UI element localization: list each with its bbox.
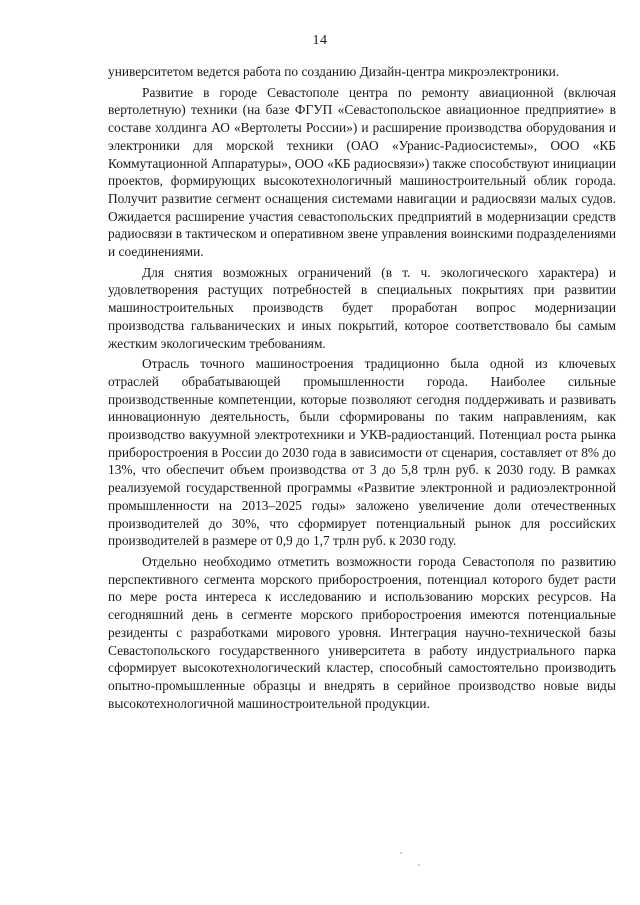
paragraph-precision-engineering: Отрасль точного машиностроения традиционно была одной из ключевых отраслей обрабатывающей промышленности города. Наиболее сильные производственные компетенции, которые позволяют сегодня поддерживать и развивать инновационную деятельность, были сформированы по таким направлениям, как производство вакуумной электротехники и УКВ-радиостанций. Потенциал роста рынка приборостроения в России до 2030 года в зависимости от сценария, составляет от 8% до 13%, что обеспечит объем производства от 3 до 5,8 трлн руб. к 2030 году. В рамках реализуемой государственной программы «Развитие электронной и радиоэлектронной промышленности на 2013–2025 годы» заложено увеличение доли отечественных производителей до 30%, что сформирует потенциальный рынок для российских производителей в размере от 0,9 до 1,7 трлн руб. к 2030 году. <box>108 356 616 549</box>
scan-artifact <box>400 852 402 854</box>
scan-artifact <box>418 864 420 866</box>
paragraph-marine-instruments: Отдельно необходимо отметить возможности города Севастополя по развитию перспективного сегмента морского приборостроения, потенциал которого будет расти по мере роста интереса к исследованию и использованию морских ресурсов. На сегодняшний день в сегменте морского приборостроения имеются потенциальные резиденты с разработками мирового уровня. Интеграция научно-технической базы Севастопольского государственного университета в работу индустриального парка сформирует высокотехнологический кластер, способный самостоятельно производить опытно-промышленные образцы и внедрять в серийное производство новые виды высокотехнологичной машиностроительной продукции. <box>108 553 616 711</box>
document-body <box>108 63 616 715</box>
paragraph-coatings: Для снятия возможных ограничений (в т. ч. экологического характера) и удовлетворения растущих потребностей в специальных покрытиях при развитии машиностроительных производств будет проработан вопрос модернизации производства гальванических и иных покрытий, которое соответствовало бы самым жестким экологическим требованиям. <box>108 264 616 351</box>
paragraph-repair-center: Развитие в городе Севастополе центра по ремонту авиационной (включая вертолетную) техники (на базе ФГУП «Севастопольское авиационное предприятие» в составе холдинга АО «Вертолеты России») и расширение производства оборудования и электроники для морской техники (ОАО «Уранис-Радиосистемы», ООО «КБ Коммутационной Аппаратуры», ООО «КБ радиосвязи») также способствуют инициации проектов, формирующих высокотехнологичный машиностроительный облик города. Получит развитие сегмент оснащения системами навигации и радиосвязи малых судов. Ожидается расширение участия севастопольских предприятий в модернизации средств радиосвязи в тактическом и оперативном звене управления воинскими подразделениями и соединениями. <box>108 84 616 260</box>
paragraph-continuation: университетом ведется работа по созданию Дизайн-центра микроэлектроники. <box>108 64 560 79</box>
page-number: 14 <box>312 33 328 48</box>
